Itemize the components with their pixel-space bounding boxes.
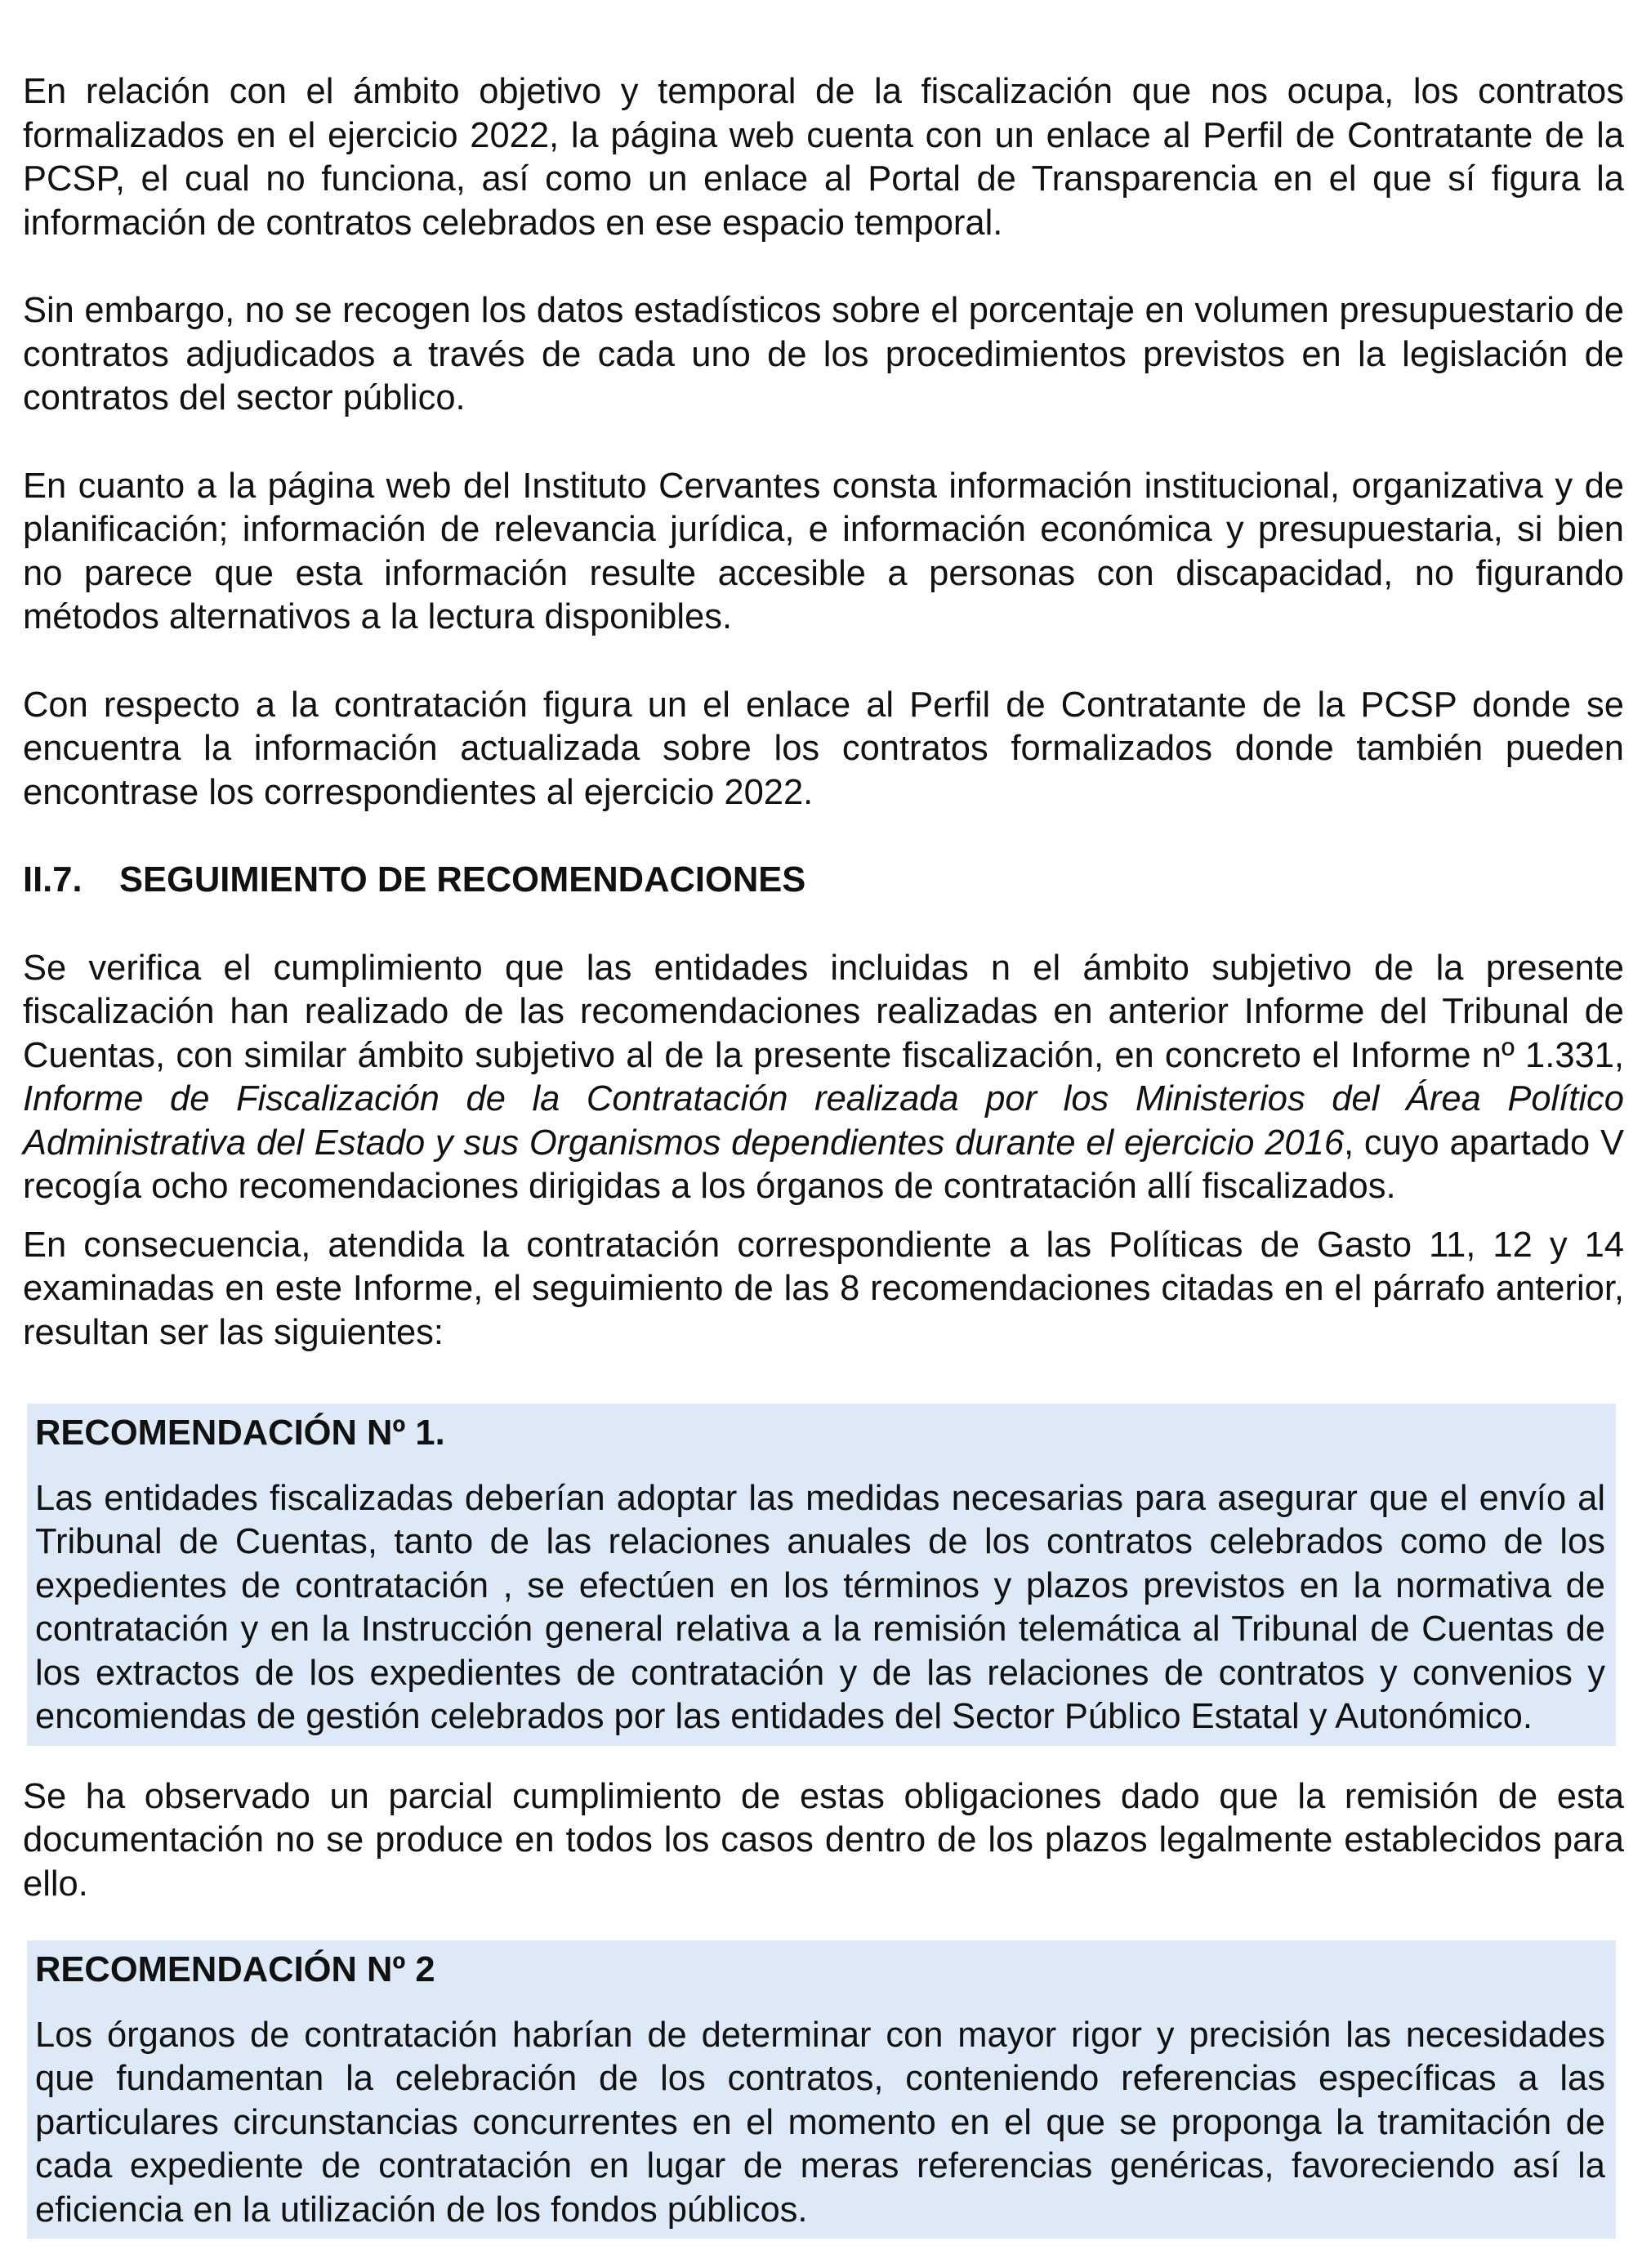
recommendation-body: Los órganos de contratación habrían de determinar con mayor rigor y precisión las necesidades que fundamentan la celebración de los contratos, conteniendo referencias específicas a las particulares circunstancias concurrentes en el momento en el que se proponga la tramitación de cada expediente de contratación en lugar de meras referencias genéricas, favoreciendo así la eficiencia en la utilización de los fondos públicos. bbox=[35, 2015, 1605, 2230]
paragraph-consequence: En consecuencia, atendida la contratación correspondiente a las Políticas de Gasto 11, 12 y 14 examinadas en este Informe, el seguimiento de las 8 recomendaciones citadas en el párrafo anterior, resultan ser las siguientes: bbox=[23, 1225, 1624, 1352]
recommendation-title: RECOMENDACIÓN Nº 1. bbox=[35, 1413, 445, 1453]
section-title: SEGUIMIENTO DE RECOMENDACIONES bbox=[119, 860, 806, 900]
section-heading bbox=[23, 859, 1624, 903]
recommendation-body: Las entidades fiscalizadas deberían adoptar las medidas necesarias para asegurar que el envío al Tribunal de Cuentas, tanto de las relaciones anuales de los contratos celebrados como de los expedientes de contratación , se efectúen en los términos y plazos previstos en la normativa de contratación y en la Instrucción general relativa a la remisión telemática al Tribunal de Cuentas de los extractos de los expedientes de contratación y de las relaciones de contratos y convenios y encomiendas de gestión celebrados por las entidades del Sector Público Estatal y Autonómico. bbox=[35, 1478, 1605, 1736]
paragraph-scope: En relación con el ámbito objetivo y temporal de la fiscalización que nos ocupa, los contratos formalizados en el ejercicio 2022, la página web cuenta con un enlace al Perfil de Contratante de la PCSP, el cual no funciona, así como un enlace al Portal de Transparencia en el que sí figura la información de contratos celebrados en ese espacio temporal. bbox=[23, 72, 1624, 243]
recommendation-title: RECOMENDACIÓN Nº 2 bbox=[35, 1950, 435, 1989]
verification-text-start: Se verifica el cumplimiento que las entidades incluidas n el ámbito subjetivo de la presente fiscalización han realizado de las recomendaciones realizadas en anterior Informe del Tribunal de Cuentas, con similar ámbito subjetivo al de la presente fiscalización, en concreto el Informe nº 1.331, bbox=[23, 948, 1624, 1075]
recommendation-box-1 bbox=[27, 1404, 1616, 1746]
recommendation-box-2 bbox=[27, 1940, 1616, 2239]
paragraph-statistics: Sin embargo, no se recogen los datos estadísticos sobre el porcentaje en volumen presupuestario de contratos adjudicados a través de cada uno de los procedimientos previstos en la legislación de contratos del sector público. bbox=[23, 291, 1624, 417]
paragraph-verification bbox=[23, 947, 1624, 1209]
paragraph-contratacion: Con respecto a la contratación figura un el enlace al Perfil de Contratante de la PCSP donde se encuentra la información actualizada sobre los contratos formalizados donde también pueden encontrase los correspondientes al ejercicio 2022. bbox=[23, 685, 1624, 812]
paragraph-instituto-cervantes: En cuanto a la página web del Instituto Cervantes consta información institucional, organizativa y de planificación; información de relevancia jurídica, e información económica y presupuestaria, si bien no parece que esta información resulte accesible a personas con discapacidad, no figurando métodos alternativos a la lectura disponibles. bbox=[23, 466, 1624, 636]
document-page bbox=[23, 70, 1624, 2239]
section-number: II.7. bbox=[23, 860, 83, 900]
verification-text-end: , cuyo apartado V recogía ocho recomendaciones dirigidas a los órganos de contratación allí fiscalizados. bbox=[23, 1123, 1624, 1206]
recommendation-observation: Se ha observado un parcial cumplimiento de estas obligaciones dado que la remisión de esta documentación no se produce en todos los casos dentro de los plazos legalmente establecidos para ello. bbox=[23, 1776, 1624, 1904]
report-title: Informe de Fiscalización de la Contratación realizada por los Ministerios del Área Político Administrativa del Estado y sus Organismos dependientes durante el ejercicio 2016 bbox=[23, 1079, 1624, 1163]
